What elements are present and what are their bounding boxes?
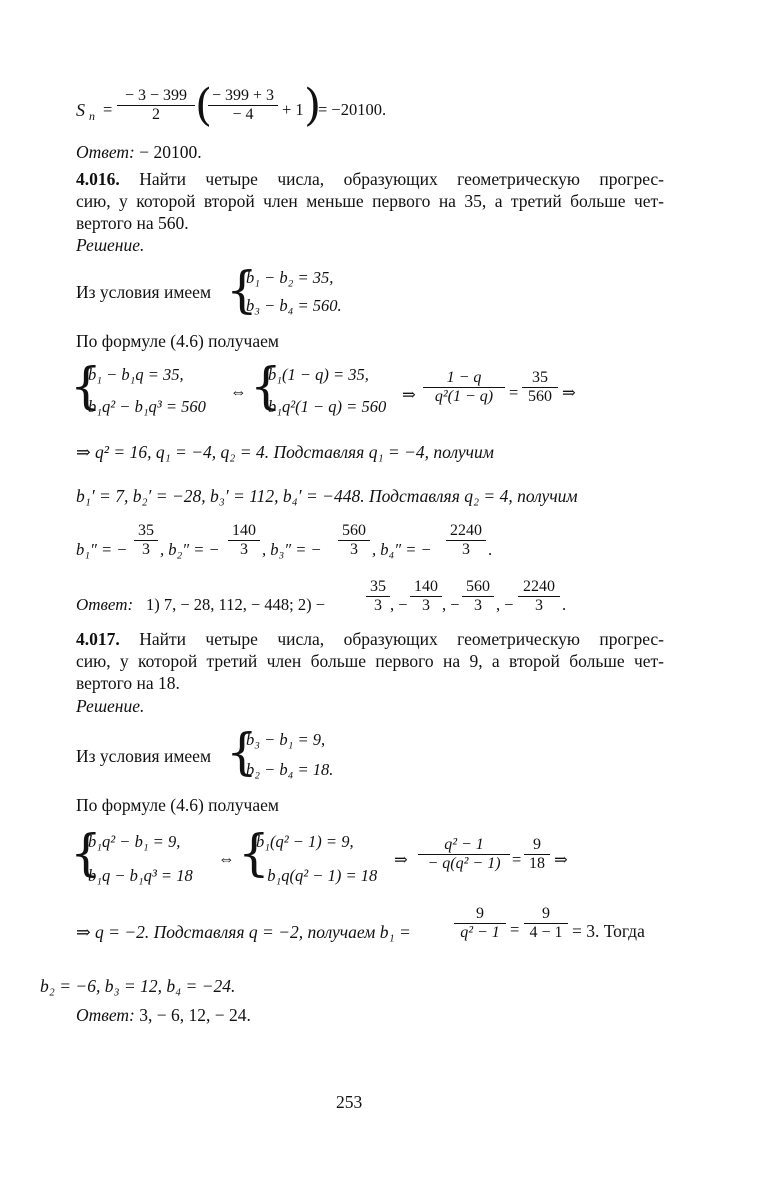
p016-by-formula: По формуле (4.6) получаем xyxy=(76,331,279,351)
p016-line3: вертого на 560. xyxy=(76,213,189,233)
p016-sys2-b: b₁q² − b₁q³ = 560 xyxy=(88,397,206,416)
p016-sys1-a: b₁ − b₂ = 35, xyxy=(246,268,334,287)
p016-implies: ⇒ xyxy=(402,385,416,404)
p017-answer: Ответ: 3, − 6, 12, − 24. xyxy=(76,1005,251,1025)
p016-sys3-a: b₁(1 − q) = 35, xyxy=(268,365,369,384)
p017-sys2-a: b₁q² − b₁ = 9, xyxy=(88,832,181,851)
p016-line-q: ⇒ q² = 16, q₁ = −4, q₂ = 4. Подставляя q₁ = −4, получим xyxy=(76,442,494,462)
p016-line1: 4.016. Найти четыре числа, образующих геометрическую прогрес- xyxy=(76,169,665,189)
p016-frac-35: 35 560 xyxy=(522,369,558,406)
p016-from-condition: Из условия имеем xyxy=(76,282,212,302)
page-number: 253 xyxy=(336,1092,363,1112)
p017-equiv: ⇔ xyxy=(218,849,235,868)
sum-frac-2: − 399 + 3 − 4 xyxy=(208,87,278,124)
p016-solution-label: Решение. xyxy=(76,235,145,255)
p017-solution-label: Решение. xyxy=(76,696,145,716)
p016-sys3-b: b₁q²(1 − q) = 560 xyxy=(268,397,387,416)
sum-lhs: S xyxy=(76,100,85,120)
p017-sys3-b: − b₁q(q² − 1) = 18 xyxy=(252,866,378,885)
p016-equiv: ⇔ xyxy=(230,382,247,401)
p017-implies: ⇒ xyxy=(394,850,408,869)
p016-sys1-b: b₃ − b₄ = 560. xyxy=(246,296,342,315)
p016-sys2-a: b₁ − b₁q = 35, xyxy=(88,365,184,384)
p017-sys3-a: b₁(q² − 1) = 9, xyxy=(256,832,354,851)
p017-line2: сию, у которой третий член больше первого на 9, а второй больше чет- xyxy=(76,651,664,671)
p017-by-formula: По формуле (4.6) получаем xyxy=(76,795,279,815)
p017-frac-9-18: 9 18 xyxy=(524,836,550,873)
p017-line-b: b₂ = −6, b₃ = 12, b₄ = −24. xyxy=(40,976,236,996)
sum-lhs-sub: n xyxy=(89,109,95,123)
p017-frac-q: q² − 1 − q(q² − 1) xyxy=(418,836,510,873)
p017-line3: вертого на 18. xyxy=(76,673,180,693)
p016-line-b1: b₁′ = 7, b₂′ = −28, b₃′ = 112, b₄′ = −448. Подставляя q₂ = 4, получим xyxy=(76,486,578,506)
p017-sys1-a: b₃ − b₁ = 9, xyxy=(246,730,326,749)
p017-from-condition: Из условия имеем xyxy=(76,746,212,766)
p017-sys2-b: b₁q − b₁q³ = 18 xyxy=(88,866,193,885)
p017-sys1-b: b₂ − b₄ = 18. xyxy=(246,760,334,779)
sum-frac-1: − 3 − 399 2 xyxy=(117,87,195,124)
p016-frac-q: 1 − q q²(1 − q) xyxy=(423,369,505,406)
p017-line1: 4.017. Найти четыре числа, образующих геометрическую прогрес- xyxy=(76,629,665,649)
answer-prev: Ответ: − 20100. xyxy=(76,142,202,162)
p016-line2: сию, у которой второй член меньше первого на 35, а третий больше чет- xyxy=(76,191,664,211)
